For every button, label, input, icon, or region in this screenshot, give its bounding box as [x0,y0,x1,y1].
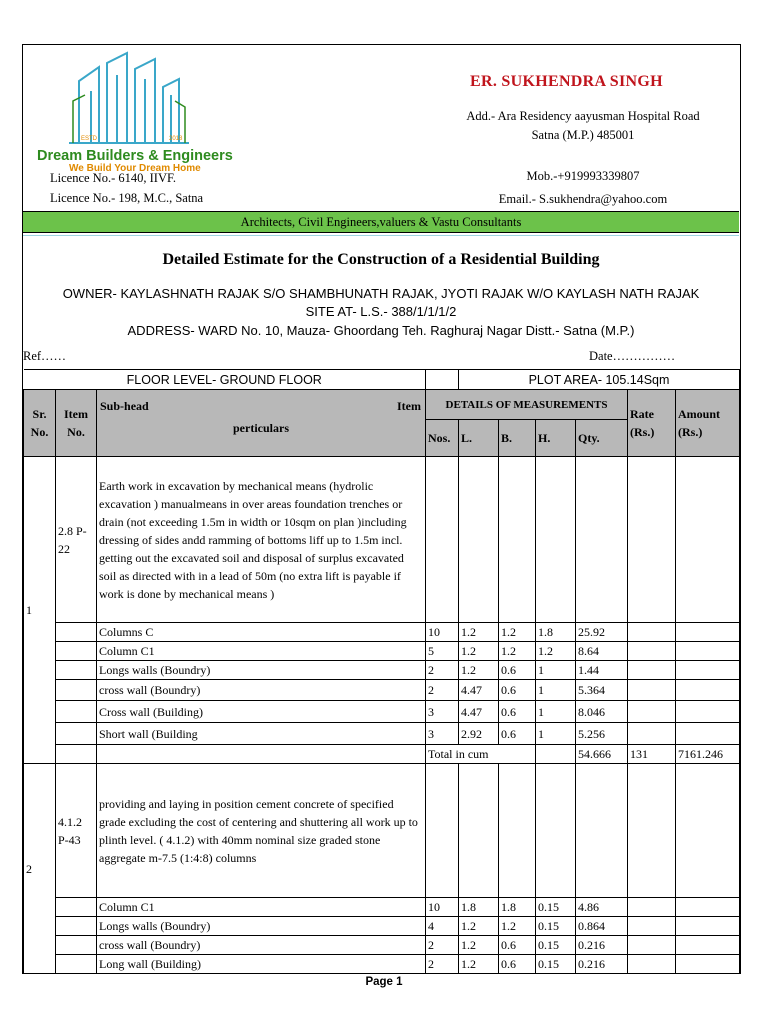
header-qty: Qty. [576,420,628,457]
row-h: 1 [536,680,576,701]
row-b: 1.2 [499,623,536,642]
row-nos: 2 [426,661,459,680]
row-qty: 5.256 [576,723,628,745]
row-nos: 5 [426,642,459,661]
row-b: 0.6 [499,936,536,955]
row-l: 4.47 [459,680,499,701]
row-qty: 0.216 [576,955,628,974]
header-particulars [97,390,426,457]
row-name: Long wall (Building) [97,955,426,974]
floor-row [24,370,740,390]
rate-1: 131 [628,745,676,764]
header-item-no: Item No. [56,390,97,457]
table-row [24,642,740,661]
row-h: 1 [536,723,576,745]
header-row-1 [24,390,740,420]
row-name: cross wall (Boundry) [97,936,426,955]
row-qty: 8.046 [576,701,628,723]
row-nos: 2 [426,680,459,701]
row-h: 1.2 [536,642,576,661]
section-2-description-row [24,764,740,898]
header-b: B. [499,420,536,457]
header-item: Item [397,399,421,413]
row-l: 1.2 [459,623,499,642]
header-sr-no: Sr. No. [24,390,56,457]
row-nos: 3 [426,701,459,723]
table-row [24,723,740,745]
row-nos: 10 [426,623,459,642]
site-line: SITE AT- L.S.- 388/1/1/1/2 [305,304,457,319]
row-b: 1.8 [499,898,536,917]
row-nos: 4 [426,917,459,936]
header-rate: Rate (Rs.) [628,390,676,457]
company-tagline: We Build Your Dream Home [69,163,201,174]
row-l: 4.47 [459,701,499,723]
table-row [24,898,740,917]
row-nos: 2 [426,936,459,955]
description-2: providing and laying in position cement concrete of specified grade excluding the cost of centering and shuttering all work up to plinth level. ( 4.1.2) with 40mm nominal size graded stone aggregate m-7.5 (1:4:8) columns [97,764,426,898]
row-h: 0.15 [536,898,576,917]
email: Email.- S.sukhendra@yahoo.com [498,192,668,206]
header-l: L. [459,420,499,457]
row-h: 1 [536,701,576,723]
section-1-description-row [24,457,740,623]
company-logo [29,51,244,176]
floor-level: FLOOR LEVEL- GROUND FLOOR [24,370,426,390]
row-h: 0.15 [536,936,576,955]
header-amount: Amount (Rs.) [676,390,740,457]
table-row [24,701,740,723]
total-row-1 [24,745,740,764]
building-logo-icon [29,51,244,151]
header-nos: Nos. [426,420,459,457]
row-name: Short wall (Building [97,723,426,745]
row-l: 1.2 [459,917,499,936]
engineer-name: ER. SUKHENDRA SINGH [470,73,663,90]
row-b: 1.2 [499,917,536,936]
header-subhead: Sub-head [100,399,149,413]
page-number: Page 1 [365,976,403,988]
row-name: Longs walls (Boundry) [97,917,426,936]
row-qty: 4.86 [576,898,628,917]
row-nos: 10 [426,898,459,917]
row-b: 0.6 [499,723,536,745]
row-name: cross wall (Boundry) [97,680,426,701]
address-line: ADDRESS- WARD No. 10, Mauza- Ghoordang Teh. Raghuraj Nagar Distt.- Satna (M.P.) [127,323,635,338]
row-l: 1.2 [459,661,499,680]
svg-text:2018: 2018 [169,136,183,142]
row-qty: 5.364 [576,680,628,701]
plot-area: PLOT AREA- 105.14Sqm [459,370,740,390]
row-qty: 1.44 [576,661,628,680]
total-qty-1: 54.666 [576,745,628,764]
document-title: Detailed Estimate for the Construction of a Residential Building [162,251,600,268]
row-b: 0.6 [499,680,536,701]
row-b: 0.6 [499,955,536,974]
row-qty: 25.92 [576,623,628,642]
description-1: Earth work in excavation by mechanical means (hydrolic excavation ) manualmeans in over areas foundation trenches or drain (not exceeding 1.5m in width or 10sqm on plan )including dressing of sides andd ramming of bottoms liff up to 1.5m incl. getting out the excavated soil and disposal of surplus excavated soil as directed with in a lead of 50m (no extra lift is payable if work is done by mechanical means ) [97,457,426,623]
sr-no-2: 2 [24,764,56,974]
row-qty: 0.216 [576,936,628,955]
row-l: 1.2 [459,955,499,974]
header-details: DETAILS OF MEASUREMENTS [426,390,628,420]
row-l: 1.2 [459,642,499,661]
services-bar: Architects, Civil Engineers,valuers & Vastu Consultants [23,211,739,233]
company-name: Dream Builders & Engineers [37,148,233,164]
row-qty: 8.64 [576,642,628,661]
row-h: 0.15 [536,917,576,936]
mobile: Mob.-+919993339807 [526,169,640,183]
estimate-table [23,369,740,974]
address-line-2: Satna (M.P.) 485001 [531,128,635,142]
table-row [24,917,740,936]
row-b: 0.6 [499,701,536,723]
row-name: Column C1 [97,898,426,917]
row-qty: 0.864 [576,917,628,936]
licence-1: Licence No.- 6140, IIVF. [50,171,177,185]
table-row [24,661,740,680]
row-nos: 2 [426,955,459,974]
total-label-1: Total in cum [426,745,499,764]
svg-text:ESTD: ESTD [81,136,98,142]
table-row [24,936,740,955]
row-l: 1.8 [459,898,499,917]
sr-no-1: 1 [24,457,56,764]
header-h: H. [536,420,576,457]
table-row [24,955,740,974]
row-l: 2.92 [459,723,499,745]
row-name: Longs walls (Boundry) [97,661,426,680]
table-row [24,680,740,701]
row-name: Cross wall (Building) [97,701,426,723]
row-h: 1.8 [536,623,576,642]
amount-1: 7161.246 [676,745,740,764]
header-perticulars: perticulars [233,421,289,435]
row-l: 1.2 [459,936,499,955]
item-no-1: 2.8 P-22 [56,457,97,623]
row-b: 1.2 [499,642,536,661]
row-b: 0.6 [499,661,536,680]
date-field: Date…………… [589,349,676,363]
address-line-1: Add.- Ara Residency aayusman Hospital Road [466,109,700,123]
table-row [24,623,740,642]
item-no-2: 4.1.2 P-43 [56,764,97,898]
ref-field: Ref…… [23,349,67,363]
row-name: Column C1 [97,642,426,661]
row-nos: 3 [426,723,459,745]
row-h: 1 [536,661,576,680]
row-name: Columns C [97,623,426,642]
owner-line: OWNER- KAYLASHNATH RAJAK S/O SHAMBHUNATH RAJAK, JYOTI RAJAK W/O KAYLASH NATH RAJAK [62,286,700,301]
licence-2: Licence No.- 198, M.C., Satna [50,191,204,205]
row-h: 0.15 [536,955,576,974]
estimate-sheet [22,44,741,974]
